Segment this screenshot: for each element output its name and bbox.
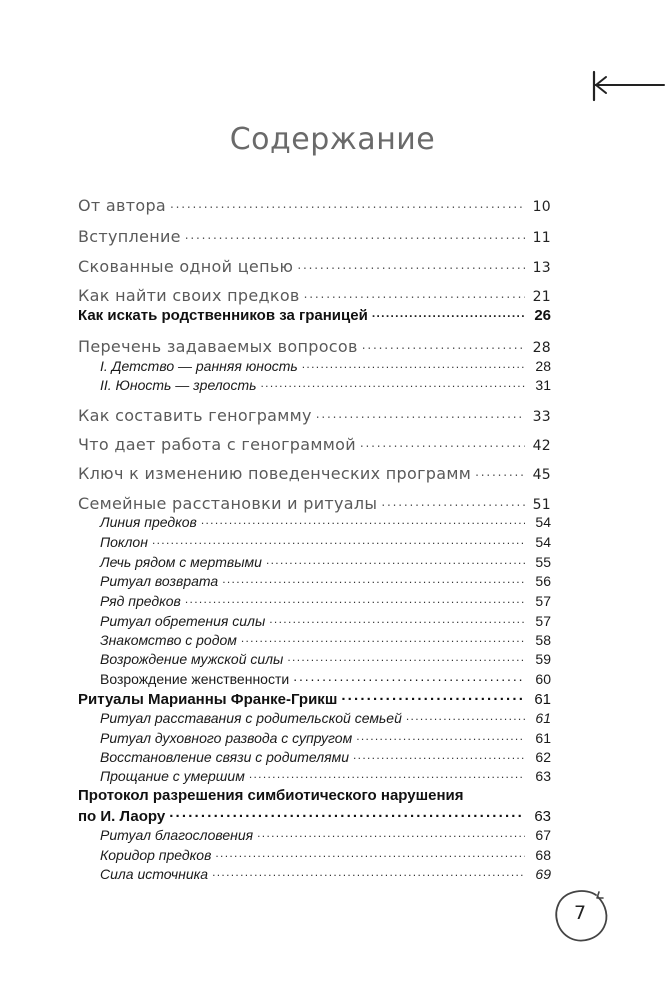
toc-entry-label: Возрождение мужской силы <box>100 651 284 667</box>
dot-leader <box>185 592 525 606</box>
toc-entry-page: 58 <box>535 632 551 648</box>
toc-entry-page: 13 <box>532 260 551 276</box>
toc-entry-page: 63 <box>534 808 551 825</box>
toc-subentry[interactable] <box>78 612 551 629</box>
toc-entry-label: Перечень задаваемых вопросов <box>78 337 358 356</box>
toc-entry-page: 33 <box>532 409 551 425</box>
toc-entry-page: 45 <box>532 467 551 483</box>
dot-leader <box>241 631 525 645</box>
toc-entry-page: 61 <box>535 710 551 726</box>
toc-entry-label: Скованные одной цепью <box>78 257 294 276</box>
dot-leader <box>269 612 525 626</box>
toc-entry[interactable] <box>78 493 551 513</box>
toc-entry-page: 68 <box>535 847 551 863</box>
toc-entry-label: Как найти своих предков <box>78 286 300 305</box>
dot-leader <box>316 405 525 421</box>
dot-leader <box>381 493 525 509</box>
toc-entry-label: Возрождение женственности <box>100 671 290 687</box>
toc-entry-label: по И. Лаору <box>78 808 166 825</box>
toc-entry[interactable] <box>78 305 551 324</box>
toc-subentry[interactable] <box>78 376 551 393</box>
toc-entry-page: 26 <box>534 307 551 324</box>
toc-entry[interactable] <box>78 806 551 825</box>
dot-leader <box>372 305 525 320</box>
dot-leader <box>257 826 525 840</box>
toc-entry-page: 63 <box>535 768 551 784</box>
toc-entry-label: Ряд предков <box>100 593 181 609</box>
toc-entry-page: 61 <box>534 691 551 708</box>
dot-leader <box>475 463 525 479</box>
toc-entry-page: 21 <box>532 289 551 305</box>
toc-entry-page: 57 <box>535 613 551 629</box>
toc-entry-label: II. Юность — зрелость <box>100 377 257 393</box>
toc-subentry[interactable] <box>78 865 551 882</box>
toc-entry-label: Семейные расстановки и ритуалы <box>78 494 378 513</box>
toc-entry-label: От автора <box>78 196 167 215</box>
toc-entry-page: 11 <box>532 230 551 246</box>
dot-leader <box>341 689 525 704</box>
dot-leader <box>249 767 525 781</box>
toc-entry-label: Что дает работа с генограммой <box>78 435 356 454</box>
toc-entry-label: Ритуал благословения <box>100 827 254 843</box>
toc-entry[interactable] <box>78 285 551 305</box>
toc-subentry[interactable] <box>78 513 551 530</box>
toc-entry[interactable] <box>78 256 551 276</box>
toc-entry-page: 28 <box>535 358 551 374</box>
toc-entry-label: Сила источника <box>100 866 209 882</box>
toc-subentry[interactable] <box>78 572 551 589</box>
toc-entry-label: Ритуал расставания с родительской семьей <box>100 710 402 726</box>
dot-leader <box>287 650 525 664</box>
toc-entry-page: 54 <box>535 514 551 530</box>
toc-entry-page: 55 <box>535 554 551 570</box>
toc-subentry[interactable] <box>78 846 551 863</box>
toc-entry[interactable] <box>78 226 551 246</box>
toc-subentry[interactable] <box>78 670 551 687</box>
toc-entry-page: 61 <box>535 730 551 746</box>
toc-entry-label: Ритуал возврата <box>100 573 219 589</box>
toc-entry-page: 54 <box>535 534 551 550</box>
toc-entry[interactable] <box>78 405 551 425</box>
toc-entry-title-line1: Протокол разрешения симбиотического нарушения <box>78 787 464 804</box>
toc-entry-label: Вступление <box>78 227 181 246</box>
toc-entry-page: 67 <box>535 827 551 843</box>
toc-entry-label: Ритуал духовного развода с супругом <box>100 730 353 746</box>
dot-leader <box>261 376 526 390</box>
toc-subentry[interactable] <box>78 357 551 374</box>
toc-subentry[interactable] <box>78 709 551 726</box>
toc-subentry[interactable] <box>78 826 551 843</box>
toc-subentry[interactable] <box>78 650 551 667</box>
toc-entry-page: 60 <box>535 671 551 687</box>
toc-entry-page: 31 <box>535 377 551 393</box>
toc-entry-label: Поклон <box>100 534 148 550</box>
toc-entry-page: 62 <box>535 749 551 765</box>
toc-entry-label: Прощание с умершим <box>100 768 245 784</box>
toc-entry-page: 28 <box>532 340 551 356</box>
dot-leader <box>201 513 525 527</box>
toc-entry-label: Как составить генограмму <box>78 406 312 425</box>
toc-subentry[interactable] <box>78 553 551 570</box>
dot-leader <box>302 357 525 371</box>
toc-entry[interactable] <box>78 195 551 215</box>
toc-subentry[interactable] <box>78 592 551 609</box>
toc-entry-page: 69 <box>535 866 551 882</box>
toc-entry-label: Ключ к изменению поведенческих программ <box>78 464 472 483</box>
toc-subentry[interactable] <box>78 631 551 648</box>
toc-entry-label: Знакомство с родом <box>100 632 237 648</box>
toc-entry-label: Коридор предков <box>100 847 212 863</box>
toc-entry[interactable] <box>78 336 551 356</box>
dot-leader <box>353 748 525 762</box>
toc-entry-page: 59 <box>535 651 551 667</box>
toc-entry-page: 10 <box>532 199 551 215</box>
toc-entry[interactable] <box>78 434 551 454</box>
dot-leader <box>185 226 525 242</box>
dot-leader <box>297 256 525 272</box>
toc-entry-page: 57 <box>535 593 551 609</box>
arrow-left-to-bar-icon <box>590 68 665 104</box>
dot-leader <box>406 709 525 723</box>
toc-entry-label: Ритуалы Марианны Франке-Грикш <box>78 691 338 708</box>
toc-entry-label: Как искать родственников за границей <box>78 307 368 324</box>
dot-leader <box>169 806 525 821</box>
dot-leader <box>222 572 525 586</box>
dot-leader <box>304 285 525 301</box>
dot-leader <box>170 195 525 211</box>
toc-entry-label: Ритуал обретения силы <box>100 613 266 629</box>
toc-entry[interactable] <box>78 689 551 708</box>
dot-leader <box>356 729 525 743</box>
toc-subentry[interactable] <box>78 767 551 784</box>
toc-subentry[interactable] <box>78 729 551 746</box>
dot-leader <box>212 865 525 879</box>
toc-entry-label: Линия предков <box>100 514 197 530</box>
dot-leader <box>362 336 525 352</box>
toc-entry-page: 51 <box>532 497 551 513</box>
dot-leader <box>266 553 525 567</box>
dot-leader <box>152 533 525 547</box>
toc-entry-page: 56 <box>535 573 551 589</box>
toc-entry-page: 42 <box>532 438 551 454</box>
dot-leader <box>215 846 525 860</box>
dot-leader <box>293 670 525 684</box>
page-number: 7 <box>573 902 587 924</box>
toc-entry-label: I. Детство — ранняя юность <box>100 358 298 374</box>
dot-leader <box>360 434 525 450</box>
toc-entry-label: Восстановление связи с родителями <box>100 749 349 765</box>
toc-subentry[interactable] <box>78 533 551 550</box>
toc-entry-label: Лечь рядом с мертвыми <box>100 554 262 570</box>
page-title: Содержание <box>229 122 436 157</box>
toc-entry[interactable] <box>78 463 551 483</box>
toc-subentry[interactable] <box>78 748 551 765</box>
